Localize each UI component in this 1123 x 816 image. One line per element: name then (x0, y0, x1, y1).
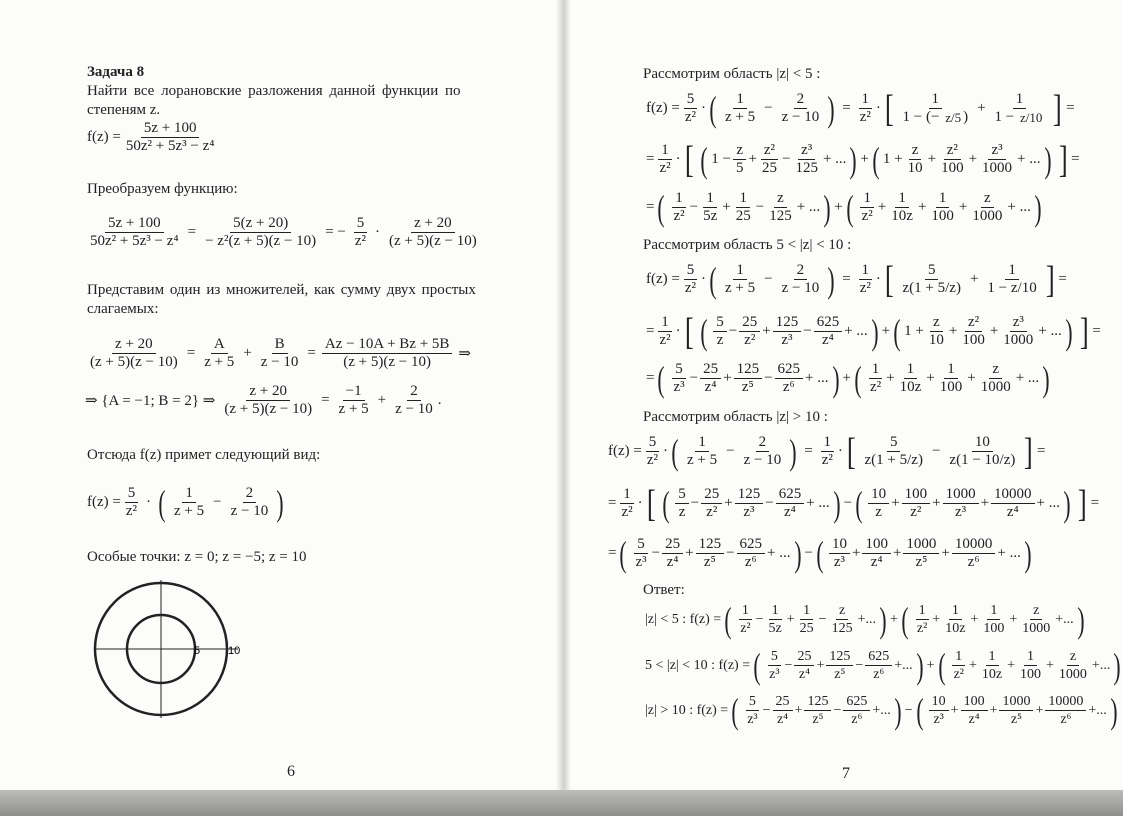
represent-text-2: слагаемых: (87, 301, 159, 317)
region3-eq-1: f(z) = $\frac{5}{\text{z²}}$ · ( $\frac{1}{z + 5}$ − $\frac{2}{z - 10}$ ) = $\frac{1}{\text{z²}}$ · [ $\frac{5}{z(1 + 5/z)}$ − $\frac{10}{z(1 - 10/z)}$ ] = (608, 430, 1046, 473)
period: . (437, 392, 442, 408)
region3-eq-3: = ( $\frac{5}{\text{z³}}$ − $\frac{25}{\text{z⁴}}$ + $\frac{125}{\text{z⁵}}$ − $\frac{625}{\text{z⁶}}$ + ... ) − ( $\frac{10}{\text{z³}}$ + $\frac{100}{\text{z⁴}}$ + $\frac{1000}{\text{z⁵}}$ + $\frac{10000}{\text{z⁶}}$ + ... ) (608, 533, 1032, 574)
eq-sign: = (187, 224, 197, 240)
frac-den: (z + 5)(z − 10) (343, 354, 431, 370)
transform-label: Преобразуем функцию: (87, 181, 238, 197)
f-lhs: f(z) = (87, 129, 121, 145)
task-text-2: степеням z. (87, 102, 161, 118)
frac-den: (z + 5)(z − 10) (389, 233, 477, 249)
frac-num: 5z + 100 (105, 215, 164, 233)
radius-5-label: 5 (194, 645, 201, 657)
frac-num: z + 20 (112, 336, 156, 354)
frac-num: −1 (343, 383, 365, 401)
region1-eq-1: f(z) = $\frac{5}{\text{z²}}$ · ( $\frac{1}{z + 5}$ − $\frac{2}{z - 10}$ ) = $\frac{1}{\text{z²}}$ · [ $\frac{1}{1 - (- z/5 )}$ + $\frac{1}{1 - z/10}$ ] = (646, 87, 1075, 130)
region3-eq-2: = $\frac{1}{\text{z²}}$ · [ ( $\frac{5}{z}$ − $\frac{25}{\text{z²}}$ + $\frac{125}{\text{z³}}$ − $\frac{625}{\text{z⁴}}$ + ... ) − ( $\frac{10}{z}$ + $\frac{100}{\text{z²}}$ + $\frac{1000}{\text{z³}}$ + $\frac{10000}{\text{z⁴}}$ + ... ) ] = (608, 482, 1100, 525)
frac-num: 5(z + 20) (230, 215, 291, 233)
frac-den: z − 10 (395, 401, 433, 417)
frac-num: A (211, 336, 228, 354)
page-number-right: 7 (842, 765, 850, 782)
hence-label: Отсюда f(z) примет следующий вид: (87, 447, 321, 463)
eq-sign: = (186, 345, 196, 361)
right-paren: ) (276, 482, 284, 523)
frac-den: z² (354, 233, 367, 249)
solution-equation (85, 383, 442, 418)
f-fraction (123, 120, 218, 155)
frac-num: 5 (125, 485, 139, 503)
f-numerator: 5z + 100 (141, 120, 200, 138)
plus-sign: + (377, 392, 387, 408)
answer-2: 5 < |z| < 10 : f(z) = ( $\frac{5}{\text{z³}}$ − $\frac{25}{\text{z⁴}}$ + $\frac{125}{\text{z⁵}}$ − $\frac{625}{\text{z⁶}}$ +... ) + ( $\frac{1}{\text{z²}}$ + $\frac{1}{10z}$ + $\frac{1}{100}$ + $\frac{z}{1000}$ +... ) (645, 645, 1121, 686)
f-lhs: f(z) = (87, 494, 121, 510)
frac-num: Az − 10A + Bz + 5B (322, 336, 453, 354)
radius-10-label: 10 (228, 645, 241, 657)
task-title: Задача 8 (87, 64, 145, 80)
left-paren: ( (158, 482, 166, 523)
eq-sign: = − (325, 224, 346, 240)
frac-den: z − 10 (260, 354, 299, 370)
frac-den: z² (125, 503, 138, 519)
frac-num: 2 (407, 383, 421, 401)
frac-den: z + 5 (204, 354, 235, 370)
region2-eq-1: f(z) = $\frac{5}{\text{z²}}$ · ( $\frac{1}{z + 5}$ − $\frac{2}{z - 10}$ ) = $\frac{1}{\text{z²}}$ · [ $\frac{5}{z(1 + 5/z)}$ + $\frac{1}{1 - z/10}$ ] = (646, 258, 1067, 301)
eq-sign: = (321, 392, 330, 408)
region2-label: Рассмотрим область 5 < |z| < 10 : (643, 237, 852, 253)
function-definition (87, 120, 219, 155)
region2-eq-2: = $\frac{1}{\text{z²}}$ · [ ( $\frac{5}{z}$ − $\frac{25}{\text{z²}}$ + $\frac{125}{\text{z³}}$ − $\frac{625}{\text{z⁴}}$ + ... ) + ( 1 + $\frac{z}{10}$ + $\frac{\text{z²}}{100}$ + $\frac{\text{z³}}{1000}$ + ... ) ] = (646, 310, 1101, 353)
scan-edge (0, 790, 1123, 816)
singular-points: Особые точки: z = 0; z = −5; z = 10 (87, 549, 307, 565)
frac-den: z − 10 (230, 503, 269, 519)
transform-equation (85, 215, 482, 250)
frac-num: 2 (243, 485, 257, 503)
partial-fraction-equation (85, 336, 475, 371)
plus-sign: + (243, 345, 252, 361)
dot: · (146, 494, 152, 510)
frac-den: (z + 5)(z − 10) (90, 354, 178, 370)
page-number-left: 6 (287, 763, 295, 780)
answer-label: Ответ: (643, 582, 685, 598)
dot: · (375, 224, 381, 240)
frac-num: 5 (354, 215, 368, 233)
book-gutter (556, 0, 570, 790)
region3-label: Рассмотрим область |z| > 10 : (643, 409, 828, 425)
region1-eq-3: = ( $\frac{1}{\text{z²}}$ − $\frac{1}{5z}$ + $\frac{1}{25}$ − $\frac{z}{125}$ + ... ) + ( $\frac{1}{\text{z²}}$ + $\frac{1}{10z}$ + $\frac{1}{100}$ + $\frac{z}{1000}$ + ... ) (646, 187, 1042, 228)
frac-den: − z²(z + 5)(z − 10) (205, 233, 317, 249)
region1-eq-2: = $\frac{1}{\text{z²}}$ · [ ( 1 − $\frac{z}{5}$ + $\frac{\text{z²}}{25}$ − $\frac{\text{z³}}{125}$ + ... ) + ( 1 + $\frac{z}{10}$ + $\frac{\text{z²}}{100}$ + $\frac{\text{z³}}{1000}$ + ... ) ] = (646, 138, 1080, 181)
frac-num: z + 20 (411, 215, 455, 233)
implies-arrow: ⇒ (458, 346, 471, 362)
frac-num: z + 20 (246, 383, 290, 401)
frac-den: 50z² + 5z³ − z⁴ (90, 233, 179, 249)
frac-num: B (272, 336, 288, 354)
task-text: Найти все лорановские разложения данной функции по (87, 83, 461, 99)
annulus-diagram (88, 572, 248, 732)
frac-den: (z + 5)(z − 10) (224, 401, 313, 417)
minus-sign: − (213, 494, 222, 510)
frac-den: z + 5 (174, 503, 205, 519)
frac-num: 1 (182, 485, 196, 503)
eq-sign: = (307, 345, 316, 361)
final-function (87, 482, 287, 523)
region1-label: Рассмотрим область |z| < 5 : (643, 66, 821, 82)
f-denominator: 50z² + 5z³ − z⁴ (125, 138, 215, 154)
solution-prefix: ⇒ {A = −1; B = 2} ⇒ (85, 393, 216, 409)
frac-den: z + 5 (338, 401, 369, 417)
region2-eq-3: = ( $\frac{5}{\text{z³}}$ − $\frac{25}{\text{z⁴}}$ + $\frac{125}{\text{z⁵}}$ − $\frac{625}{\text{z⁶}}$ + ... ) + ( $\frac{1}{\text{z²}}$ + $\frac{1}{10z}$ + $\frac{1}{100}$ + $\frac{z}{1000}$ + ... ) (646, 358, 1050, 399)
represent-text: Представим один из множителей, как сумму двух простых (87, 282, 476, 298)
answer-1: |z| < 5 : f(z) = ( $\frac{1}{\text{z²}}$ − $\frac{1}{5z}$ + $\frac{1}{25}$ − $\frac{z}{125}$ +... ) + ( $\frac{1}{\text{z²}}$ + $\frac{1}{10z}$ + $\frac{1}{100}$ + $\frac{z}{1000}$ +... ) (645, 599, 1085, 640)
answer-3: |z| > 10 : f(z) = ( $\frac{5}{\text{z³}}$ − $\frac{25}{\text{z⁴}}$ + $\frac{125}{\text{z⁵}}$ − $\frac{625}{\text{z⁶}}$ +... ) − ( $\frac{10}{\text{z³}}$ + $\frac{100}{\text{z⁴}}$ + $\frac{1000}{\text{z⁵}}$ + $\frac{10000}{\text{z⁶}}$ +... ) (645, 690, 1118, 731)
